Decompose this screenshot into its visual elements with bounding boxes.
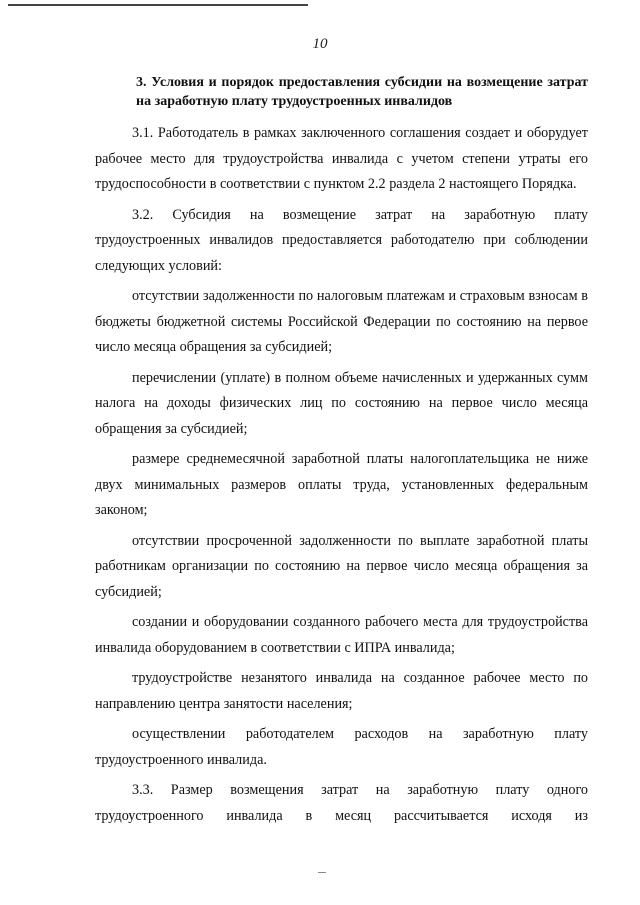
document-body — [95, 74, 588, 829]
condition-employment-referral: трудоустройстве незанятого инвалида на созданное рабочее место по направлению центра занятости населения; — [95, 670, 588, 712]
section-title: 3. Условия и порядок предоставления субсидии на возмещение затрат на заработную плату трудоустроенных инвалидов — [136, 75, 588, 109]
condition-salary-expenses: осуществлении работодателем расходов на заработную плату трудоустроенного инвалида. — [95, 726, 588, 768]
condition-salary-arrears: отсутствии просроченной задолженности по выплате заработной платы работникам организации по состоянию на первое число месяца обращения за субсидией; — [95, 532, 588, 600]
paragraph-3-1: 3.1. Работодатель в рамках заключенного соглашения создает и оборудует рабочее место для трудоустройства инвалида с учетом степени утраты его трудоспособности в соответствии с пунктом 2.2 раздела 2 настоящего Порядка. — [95, 125, 588, 192]
condition-average-salary: размере среднемесячной заработной платы налогоплательщика не ниже двух минимальных размеров оплаты труда, установленных федеральным законом; — [95, 451, 588, 518]
top-border-line — [8, 4, 308, 6]
page-number: 10 — [312, 36, 328, 52]
scan-mark — [318, 872, 326, 873]
paragraph-3-3: 3.3. Размер возмещения затрат на заработную плату одного трудоустроенного инвалида в месяц рассчитывается исходя из — [95, 782, 588, 824]
condition-tax-debt: отсутствии задолженности по налоговым платежам и страховым взносам в бюджеты бюджетной системы Российской Федерации по состоянию на первое число месяца обращения за субсидией; — [95, 288, 588, 355]
condition-workplace-equipment: создании и оборудовании созданного рабочего места для трудоустройства инвалида оборудованием в соответствии с ИПРА инвалида; — [95, 614, 588, 656]
condition-income-tax: перечислении (уплате) в полном объеме начисленных и удержанных сумм налога на доходы физических лиц по состоянию на первое число месяца обращения за субсидией; — [95, 369, 588, 437]
paragraph-3-2: 3.2. Субсидия на возмещение затрат на заработную плату трудоустроенных инвалидов предоставляется работодателю при соблюдении следующих условий: — [95, 206, 588, 274]
